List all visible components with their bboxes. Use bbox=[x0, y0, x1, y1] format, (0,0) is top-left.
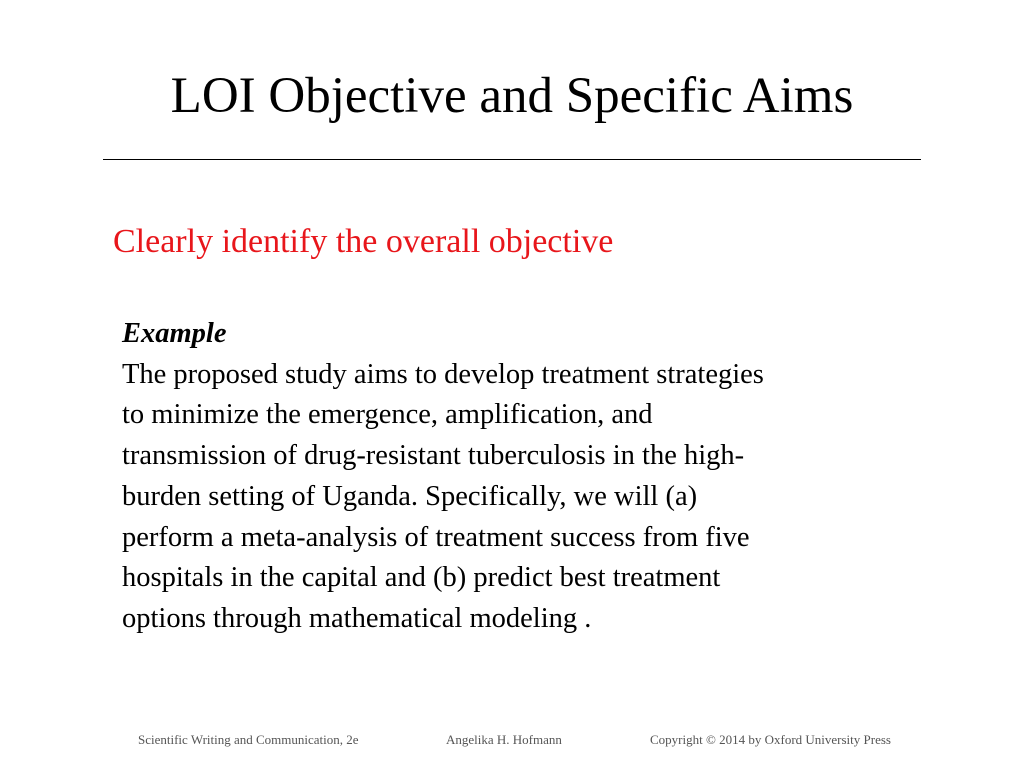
objective-heading: Clearly identify the overall objective bbox=[113, 223, 614, 260]
slide-title: LOI Objective and Specific Aims bbox=[170, 68, 854, 124]
example-line-6: hospitals in the capital and (b) predict best treatment bbox=[122, 562, 721, 594]
example-line-5: perform a meta-analysis of treatment success from five bbox=[122, 521, 750, 553]
title-divider bbox=[103, 159, 921, 160]
footer-author: Angelika H. Hofmann bbox=[446, 732, 562, 747]
example-line-1: The proposed study aims to develop treatment strategies bbox=[122, 358, 764, 390]
example-block bbox=[122, 314, 902, 640]
example-line-3: transmission of drug-resistant tuberculosis in the high- bbox=[122, 440, 745, 472]
example-line-7: options through mathematical modeling . bbox=[122, 602, 592, 634]
footer-copyright: Copyright © 2014 by Oxford University Press bbox=[650, 732, 891, 747]
example-line-2: to minimize the emergence, amplification, and bbox=[122, 399, 653, 431]
example-line-4: burden setting of Uganda. Specifically, we will (a) bbox=[122, 480, 698, 512]
example-heading: Example bbox=[122, 318, 227, 349]
footer-book-title: Scientific Writing and Communication, 2e bbox=[138, 732, 359, 747]
